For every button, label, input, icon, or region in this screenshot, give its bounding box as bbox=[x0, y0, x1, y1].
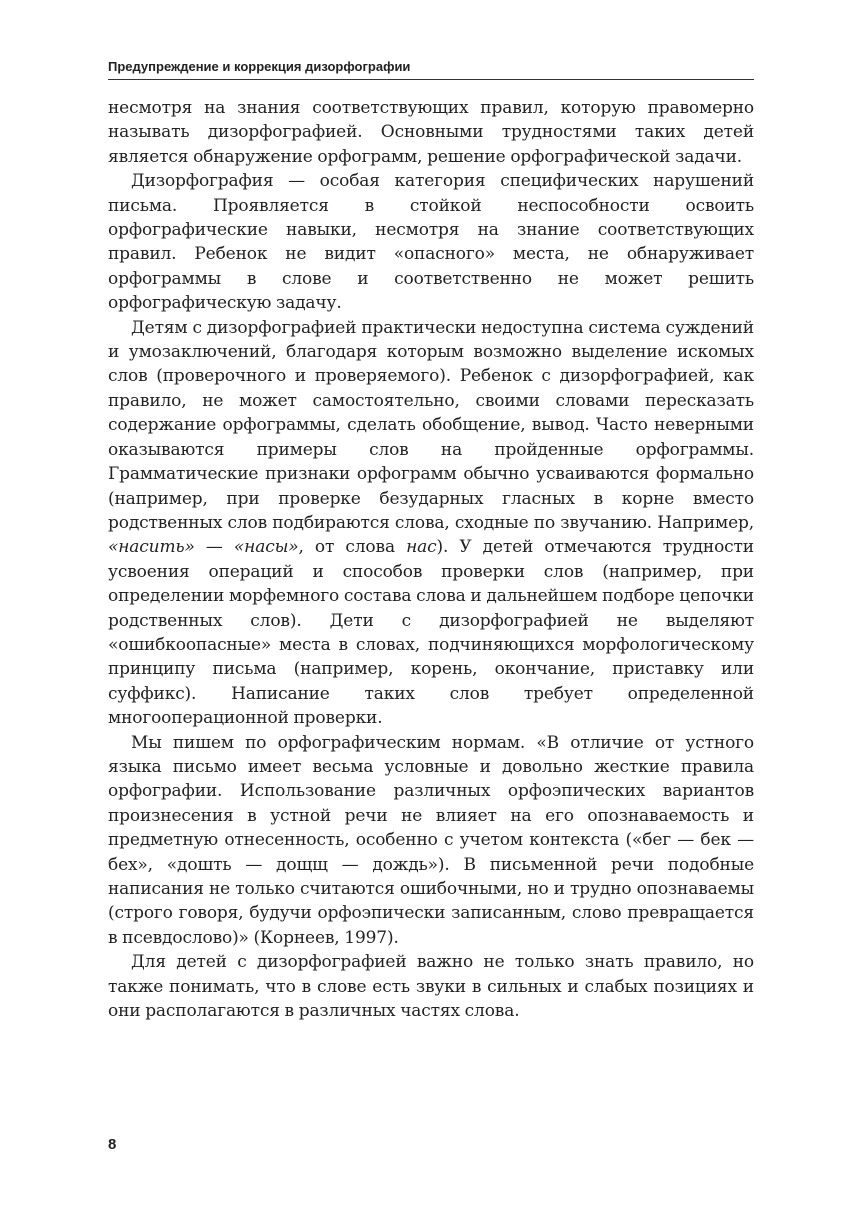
paragraph-3-part-3: ). У детей отмечаются трудности усвоения операций и способов проверки слов (например, при определении морфемного состава слова и дальнейшем подборе цепочки родственных слов). Дети с дизорфографией не выделяют «ошибкоопасные» места в словах, подчиняющихся морфологическому принципу письма (например, корень, окончание, приставку или суффикс). Написание таких слов требует определенной многооперационной проверки. bbox=[108, 537, 754, 729]
paragraph-3-part-2: , от слова bbox=[298, 537, 407, 558]
page-number: 8 bbox=[108, 1136, 117, 1153]
paragraph-3-part-1: Детям с дизорфографией практически недоступна система суждений и умозаключений, благодаря которым возможно выделение искомых слов (проверочного и проверяемого). Ребенок с дизорфографией, как правило, не может самостоятельно, своими словами пересказать содержание орфограммы, сделать обобщение, вывод. Часто неверными оказываются примеры слов на пройденные орфограммы. Грамматические признаки орфограмм обычно усваиваются формально (например, при проверке безударных гласных в корне вместо родственных слов подбираются слова, сходные по звучанию. Например, bbox=[108, 317, 754, 533]
running-header: Предупреждение и коррекция дизорфографии bbox=[108, 58, 754, 80]
paragraph-3-example-words: «насить» — «насы» bbox=[108, 537, 299, 558]
paragraph-1: несмотря на знания соответствующих правил, которую правомерно называть дизорфографией. Основными трудностями таких детей является обнаружение орфограмм, решение орфографической задачи. bbox=[108, 98, 754, 167]
page bbox=[108, 58, 754, 1023]
paragraph-3 bbox=[108, 316, 754, 731]
paragraph-3-example-root: нас bbox=[406, 537, 437, 558]
body-text bbox=[108, 96, 754, 1023]
paragraph-4: Мы пишем по орфографическим нормам. «В отличие от устного языка письмо имеет весьма условные и довольно жесткие правила орфографии. Использование различных орфоэпических вариантов произнесения в устной речи не влияет на его опознаваемость и предметную отнесенность, особенно с учетом контекста («бег — бек — бех», «дошть — дощщ — дождь»). В письменной речи подобные написания не только считаются ошибочными, но и трудно опознаваемы (строго говоря, будучи орфоэпически записанным, слово превращается в псевдослово)» (Корнеев, 1997). bbox=[108, 732, 754, 948]
paragraph-2: Дизорфография — особая категория специфических нарушений письма. Проявляется в стойкой неспособности освоить орфографические навыки, несмотря на знание соответствующих правил. Ребенок не видит «опасного» места, не обнаруживает орфограммы в слове и соответственно не может решить орфографическую задачу. bbox=[108, 171, 754, 314]
paragraph-5: Для детей с дизорфографией важно не только знать правило, но также понимать, что в слове есть звуки в сильных и слабых позициях и они располагаются в различных частях слова. bbox=[108, 952, 754, 1022]
